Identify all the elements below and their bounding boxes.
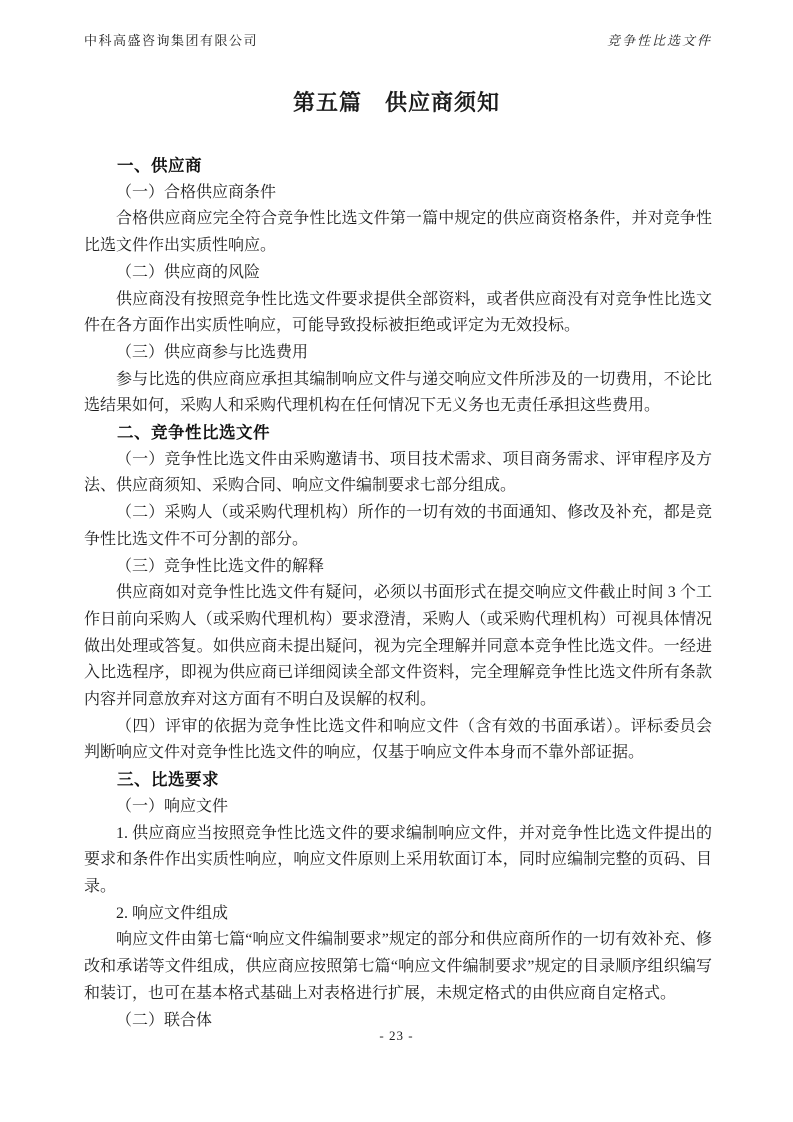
- section-heading-suppliers: 一、供应商: [117, 157, 202, 175]
- paragraph: （二）采购人（或采购代理机构）所作的一切有效的书面通知、修改及补充，都是竞争性比选文件不可分割的部分。: [84, 504, 712, 548]
- subclause-heading: （三）竞争性比选文件的解释: [116, 557, 325, 575]
- header-doc-type: 竞争性比选文件: [606, 33, 712, 48]
- paragraph: 响应文件由第七篇“响应文件编制要求”规定的部分和供应商所作的一切有效补充、修改和承诺等文件组成，供应商应按照第七篇“响应文件编制要求”规定的目录顺序组织编写和装订，也可在基本格式基础上对表格进行扩展，未规定格式的由供应商自定格式。: [84, 931, 712, 1002]
- section-heading-selection-requirements: 三、比选要求: [117, 771, 219, 790]
- paragraph: 合格供应商应完全符合竞争性比选文件第一篇中规定的供应商资格条件，并对竞争性比选文件作出实质性响应。: [84, 210, 712, 255]
- header-company-name: 中科高盛咨询集团有限公司: [84, 33, 259, 48]
- paragraph: 供应商如对竞争性比选文件有疑问，必须以书面形式在提交响应文件截止时间 3 个工作日前向采购人（或采购代理机构）要求澄清，采购人（或采购代理机构）可视具体情况做出处理或答复。如供应商未提出疑问，视为完全理解并同意本竞争性比选文件。一经进入比选程序，即视为供应商已详细阅读全部文件资料，完全理解竞争性比选文件所有条款内容并同意放弃对这方面有不明白及误解的权利。: [84, 584, 712, 709]
- paragraph: （四）评审的依据为竞争性比选文件和响应文件（含有效的书面承诺）。评标委员会判断响应文件对竞争性比选文件的响应，仅基于响应文件本身而不靠外部证据。: [84, 717, 712, 762]
- page-title: 第五篇 供应商须知: [292, 90, 500, 115]
- paragraph: 供应商没有按照竞争性比选文件要求提供全部资料，或者供应商没有对竞争性比选文件在各方面作出实质性响应，可能导致投标被拒绝或评定为无效投标。: [84, 290, 712, 335]
- paragraph: 参与比选的供应商应承担其编制响应文件与递交响应文件所涉及的一切费用，不论比选结果如何，采购人和采购代理机构在任何情况下无义务也无责任承担这些费用。: [84, 370, 712, 415]
- section-heading-selection-documents: 二、竞争性比选文件: [117, 424, 270, 443]
- page-number: - 23 -: [379, 1028, 414, 1043]
- subclause-heading: 2. 响应文件组成: [116, 904, 229, 922]
- subclause-heading: （二）供应商的风险: [116, 263, 261, 281]
- paragraph: （一）竞争性比选文件由采购邀请书、项目技术需求、项目商务需求、评审程序及方法、供应商须知、采购合同、响应文件编制要求七部分组成。: [84, 450, 712, 495]
- subclause-heading: （一）响应文件: [116, 797, 229, 815]
- subclause-heading: （二）联合体: [116, 1011, 213, 1029]
- paragraph: 1. 供应商应当按照竞争性比选文件的要求编制响应文件，并对竞争性比选文件提出的要求和条件作出实质性响应，响应文件原则上采用软面订本，同时应编制完整的页码、目录。: [84, 824, 712, 895]
- page-header: [84, 30, 712, 49]
- subclause-heading: （一）合格供应商条件: [116, 183, 277, 201]
- subclause-heading: （三）供应商参与比选费用: [116, 343, 309, 361]
- document-body: [84, 153, 712, 1034]
